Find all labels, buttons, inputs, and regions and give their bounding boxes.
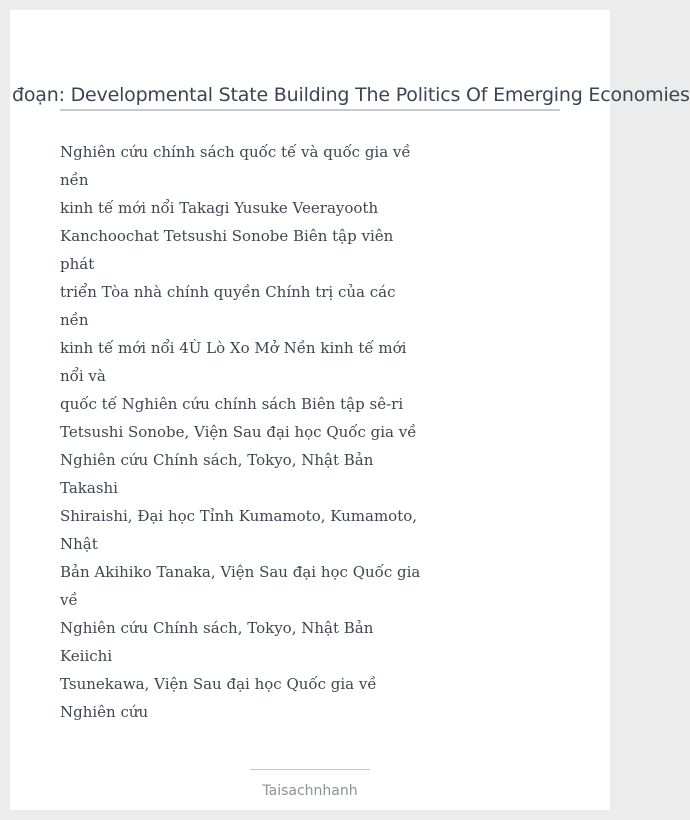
text-line: triển Tòa nhà chính quyền Chính trị của các — [60, 283, 396, 301]
text-line: kinh tế mới nổi Takagi Yusuke Veerayooth — [60, 199, 379, 217]
text-line: Keiichi — [60, 647, 113, 665]
text-line: Nghiên cứu chính sách quốc tế và quốc gia về — [60, 143, 411, 161]
text-line: Takashi — [60, 479, 118, 497]
text-line: Nghiên cứu Chính sách, Tokyo, Nhật Bản — [60, 451, 374, 469]
text-line: Bản Akihiko Tanaka, Viện Sau đại học Quốc gia — [60, 563, 421, 581]
text-line: Nhật — [60, 535, 98, 553]
page-title: đoạn: Developmental State Building The Politics Of Emerging Economies — [12, 84, 690, 106]
text-line: quốc tế Nghiên cứu chính sách Biên tập sê-ri — [60, 395, 404, 413]
text-line: về — [60, 591, 78, 609]
text-line: Kanchoochat Tetsushi Sonobe Biên tập viên — [60, 227, 394, 245]
text-line: nền — [60, 311, 89, 329]
text-line: phát — [60, 255, 95, 273]
title-strip — [10, 82, 690, 112]
footer-divider — [250, 769, 370, 770]
text-line: Tsunekawa, Viện Sau đại học Quốc gia về — [60, 675, 377, 693]
text-line: nổi và — [60, 367, 106, 385]
document-body — [60, 138, 420, 726]
text-line: Tetsushi Sonobe, Viện Sau đại học Quốc gia về — [60, 423, 417, 441]
footer-brand-link[interactable]: Taisachnhanh — [262, 783, 358, 799]
document-page — [10, 10, 690, 810]
text-line: Nghiên cứu Chính sách, Tokyo, Nhật Bản — [60, 619, 374, 637]
text-line: Nghiên cứu — [60, 703, 149, 721]
title-divider — [60, 109, 560, 111]
text-line: nền — [60, 171, 89, 189]
text-line: Shiraishi, Đại học Tỉnh Kumamoto, Kumamoto, — [60, 507, 418, 525]
text-line: kinh tế mới nổi 4Ù Lò Xo Mở Nền kinh tế mới — [60, 339, 407, 357]
